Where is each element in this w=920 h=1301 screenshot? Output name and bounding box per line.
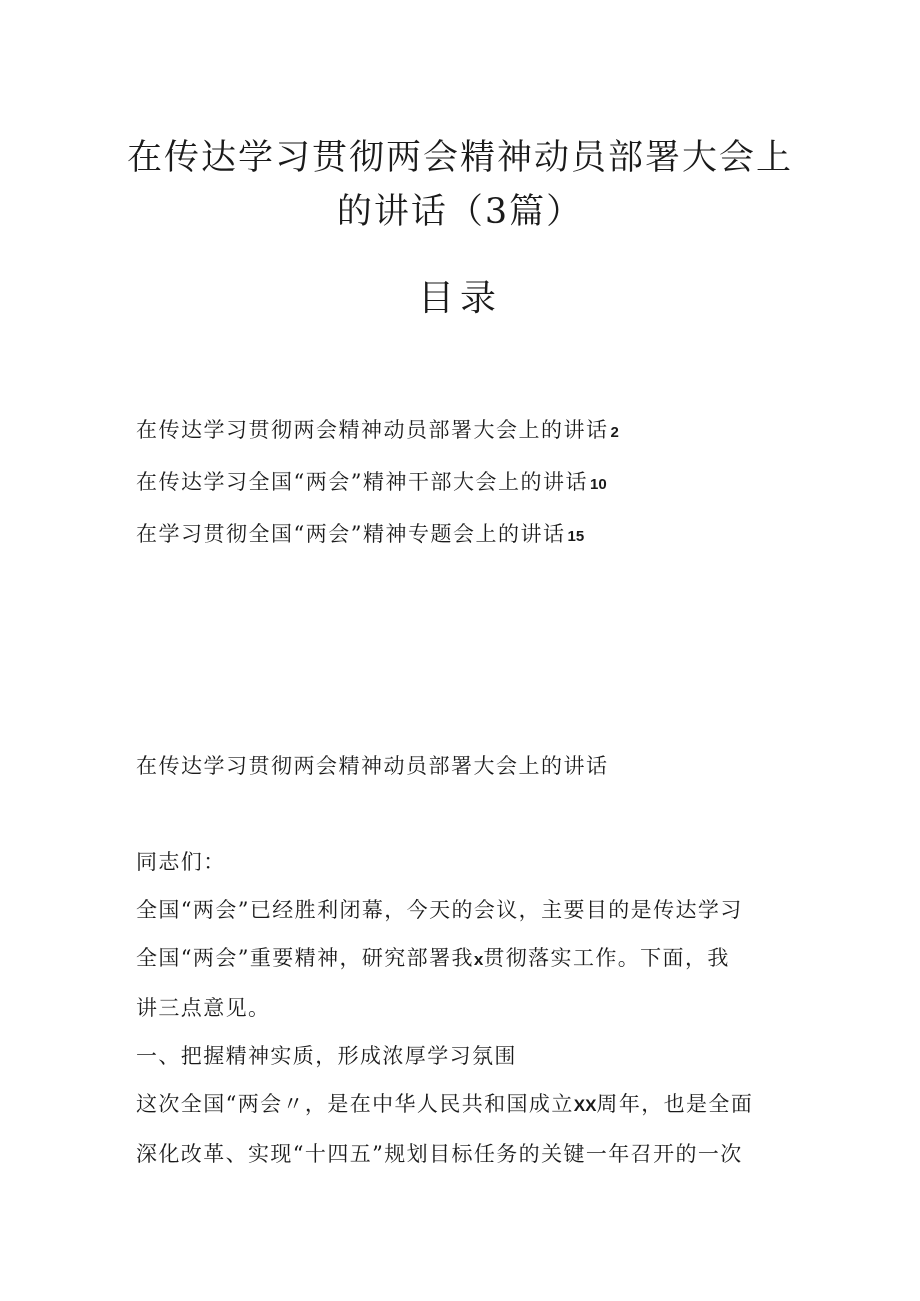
toc-entry[interactable] <box>136 512 796 564</box>
salutation: 同志们： <box>136 850 226 874</box>
toc-heading: 目录 <box>417 278 502 319</box>
toc-entry[interactable] <box>136 460 796 512</box>
section-title: 在传达学习贯彻两会精神动员部署大会上的讲话 <box>136 754 609 778</box>
paragraph-line: 讲三点意见。 <box>136 996 271 1020</box>
toc-page-number: 15 <box>567 528 585 545</box>
document-title-line-2: 的讲话（3篇） <box>336 192 584 232</box>
document-title-line-1: 在传达学习贯彻两会精神动员部署大会上 <box>126 138 793 178</box>
text-run: 全国“两会”重要精神，研究部署我 <box>136 946 474 970</box>
paragraph-line: 全国“两会”已经胜利闭幕，今天的会议，主要目的是传达学习 <box>136 898 743 922</box>
paragraph-line: 深化改革、实现“十四五”规划目标任务的关键一年召开的一次 <box>136 1142 743 1166</box>
placeholder-xx: XX <box>573 1096 597 1115</box>
text-run: 这次全国“两会〃，是在中华人民共和国成立 <box>136 1092 574 1116</box>
text-run: 贯彻落实工作。下面，我 <box>483 946 730 970</box>
body-text <box>136 838 796 1178</box>
text-run: 周年，也是全面 <box>596 1092 754 1116</box>
toc-entry-text: 在传达学习全国“两会”精神干部大会上的讲话 <box>136 470 588 494</box>
section-heading-1: 一、把握精神实质，形成浓厚学习氛围 <box>136 1044 517 1068</box>
placeholder-x: x <box>473 950 484 969</box>
toc-page-number: 2 <box>610 424 619 441</box>
toc-entry-text: 在学习贯彻全国“两会”精神专题会上的讲话 <box>136 522 566 546</box>
toc-page-number: 10 <box>589 476 607 493</box>
toc-entry[interactable] <box>136 408 796 460</box>
table-of-contents <box>136 408 796 564</box>
paragraph-line <box>136 934 796 984</box>
paragraph-line <box>136 1080 796 1130</box>
toc-entry-text: 在传达学习贯彻两会精神动员部署大会上的讲话 <box>136 418 609 442</box>
